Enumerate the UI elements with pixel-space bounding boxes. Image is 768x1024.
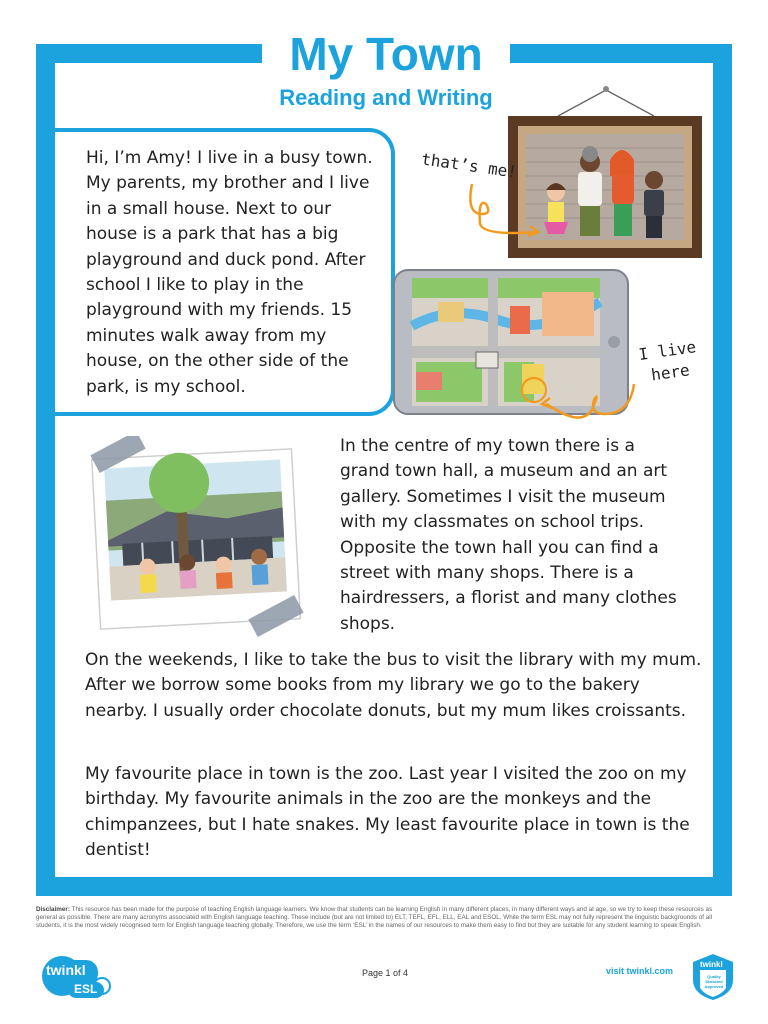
i-live-line1: I live (637, 337, 698, 365)
disclaimer (36, 906, 732, 931)
intro-paragraph: Hi, I’m Amy! I live in a busy town. My parents, my brother and I live in a small house. Next to our house is a park that has a big playground and duck pond. After school I like to play in the playground with my friends. 15 minutes walk away from my house, on the other side of the park, is my school. (86, 148, 373, 397)
disclaimer-label: Disclaimer: (36, 906, 70, 913)
i-live-line2: here (649, 360, 691, 385)
visit-link[interactable]: visit twinkl.com (606, 966, 674, 976)
badge-caption: Quality Standard Approved (704, 974, 724, 989)
school-trip-photo-image (82, 436, 310, 640)
thats-me-label: that’s me! (420, 149, 519, 182)
disclaimer-text: This resource has been made for the purpose of teaching English language learners. We know that students can be learning English in many different places, in many different ways and at age, so we try to keep these resources as general as possible. There are many acronyms associated with English language teaching. These include (but are not limited to) ELT, TEFL, EFL, ELL, EAL and ESOL. While the term ESL may not fully represent the linguistic backgrounds of all students, it is the most widely recognised term for English language teaching globally. Therefore, we use the term ‘ESL’ in the names of our resources to make them easy to find but they are suitable for any student learning to speak English. (36, 906, 713, 930)
title-block (262, 24, 510, 116)
weekend-paragraph: On the weekends, I like to take the bus to visit the library with my mum. After we borrow some books from my library we go to the bakery nearby. I usually order chocolate donuts, but my mum likes croissants. (85, 650, 702, 721)
badge-word: twinkl (700, 960, 723, 969)
page-title: My Town (289, 28, 483, 80)
logo-esl: ESL (74, 982, 98, 996)
logo-word: twinkl (46, 962, 86, 978)
page-subtitle: Reading and Writing (279, 85, 493, 110)
page-number: Page 1 of 4 (361, 968, 409, 978)
arrow-to-amy-icon (452, 180, 542, 240)
favourite-paragraph: My favourite place in town is the zoo. Last year I visited the zoo on my birthday. My favourite animals in the zoo are the monkeys and the chimpanzees, but I hate snakes. My least favourite place in town is the dentist! (85, 764, 690, 861)
i-live-here-label (637, 336, 700, 388)
centre-paragraph: In the centre of my town there is a grand town hall, a museum and an art gallery. Sometimes I visit the museum with my classmates on school trips. Opposite the town hall you can find a street with many shops. There is a hairdressers, a florist and many clothes shops. (340, 436, 677, 634)
arrow-to-house-icon (534, 380, 644, 424)
